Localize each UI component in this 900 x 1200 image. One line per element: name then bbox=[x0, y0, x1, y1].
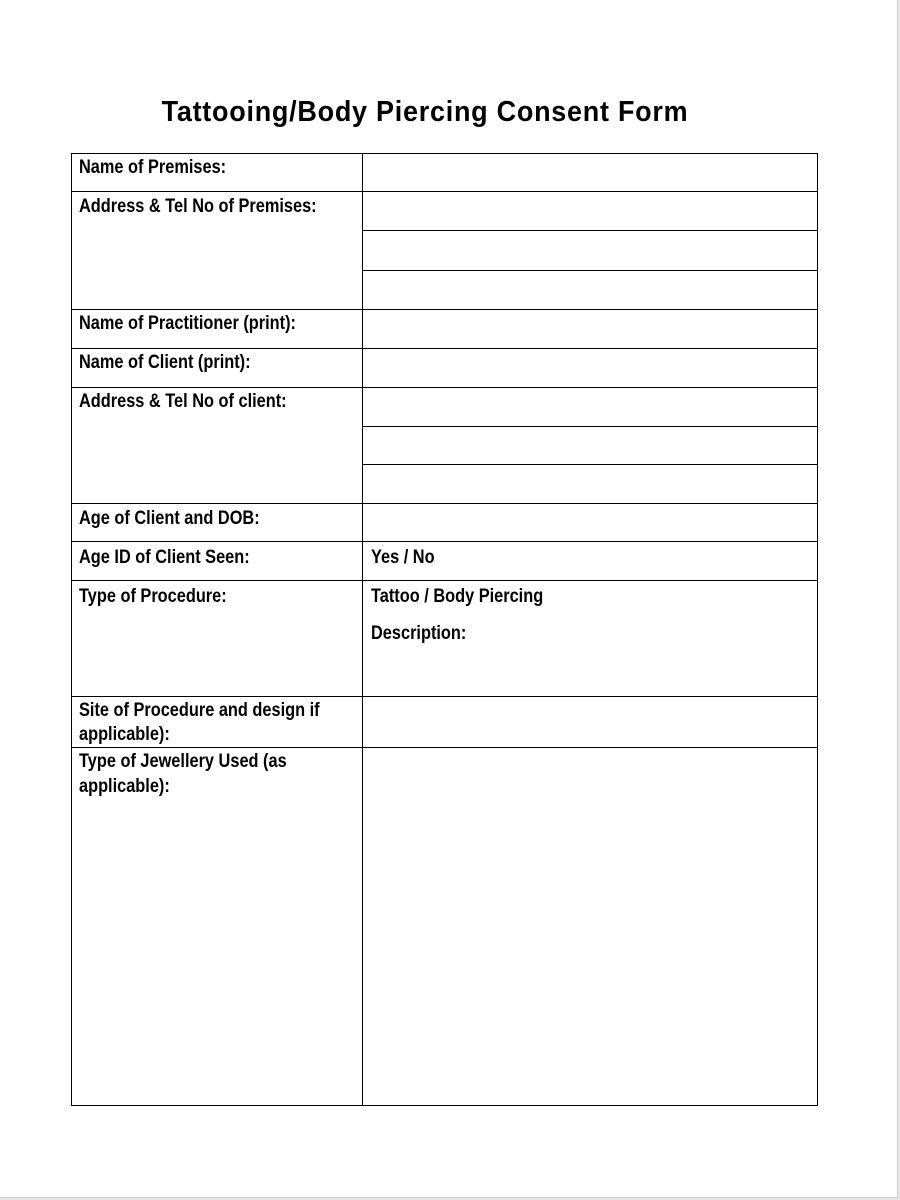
table-border-bottom bbox=[71, 1105, 818, 1106]
row-divider bbox=[71, 348, 818, 349]
row-divider bbox=[71, 191, 818, 192]
address-line-divider bbox=[362, 230, 818, 231]
label-description: Description: bbox=[371, 623, 467, 644]
column-divider bbox=[362, 153, 363, 1106]
label-client-name: Name of Client (print): bbox=[79, 352, 251, 373]
value-procedure-type: Tattoo / Body Piercing bbox=[371, 586, 544, 607]
label-premises-name: Name of Premises: bbox=[79, 157, 227, 178]
label-procedure-site-line1: Site of Procedure and design if bbox=[79, 700, 320, 721]
table-border-right bbox=[817, 153, 818, 1106]
row-divider bbox=[71, 696, 818, 697]
form-title: Tattooing/Body Piercing Consent Form bbox=[161, 96, 689, 128]
label-practitioner-name: Name of Practitioner (print): bbox=[79, 313, 296, 334]
row-divider bbox=[71, 309, 818, 310]
address-line-divider bbox=[362, 270, 818, 271]
row-divider bbox=[71, 747, 818, 748]
label-premises-address: Address & Tel No of Premises: bbox=[79, 196, 317, 217]
label-procedure-site-line2: applicable): bbox=[79, 724, 170, 745]
row-divider bbox=[71, 387, 818, 388]
label-jewellery-line1: Type of Jewellery Used (as bbox=[79, 751, 287, 772]
label-client-address: Address & Tel No of client: bbox=[79, 391, 287, 412]
value-age-id-seen: Yes / No bbox=[371, 547, 435, 568]
row-divider bbox=[71, 580, 818, 581]
row-divider bbox=[71, 541, 818, 542]
label-client-age: Age of Client and DOB: bbox=[79, 508, 260, 529]
table-border-left bbox=[71, 153, 72, 1106]
label-jewellery-line2: applicable): bbox=[79, 776, 170, 797]
label-age-id-seen: Age ID of Client Seen: bbox=[79, 547, 250, 568]
table-border-top bbox=[71, 153, 818, 154]
label-procedure-type: Type of Procedure: bbox=[79, 586, 227, 607]
row-divider bbox=[71, 503, 818, 504]
address-line-divider bbox=[362, 464, 818, 465]
address-line-divider bbox=[362, 426, 818, 427]
